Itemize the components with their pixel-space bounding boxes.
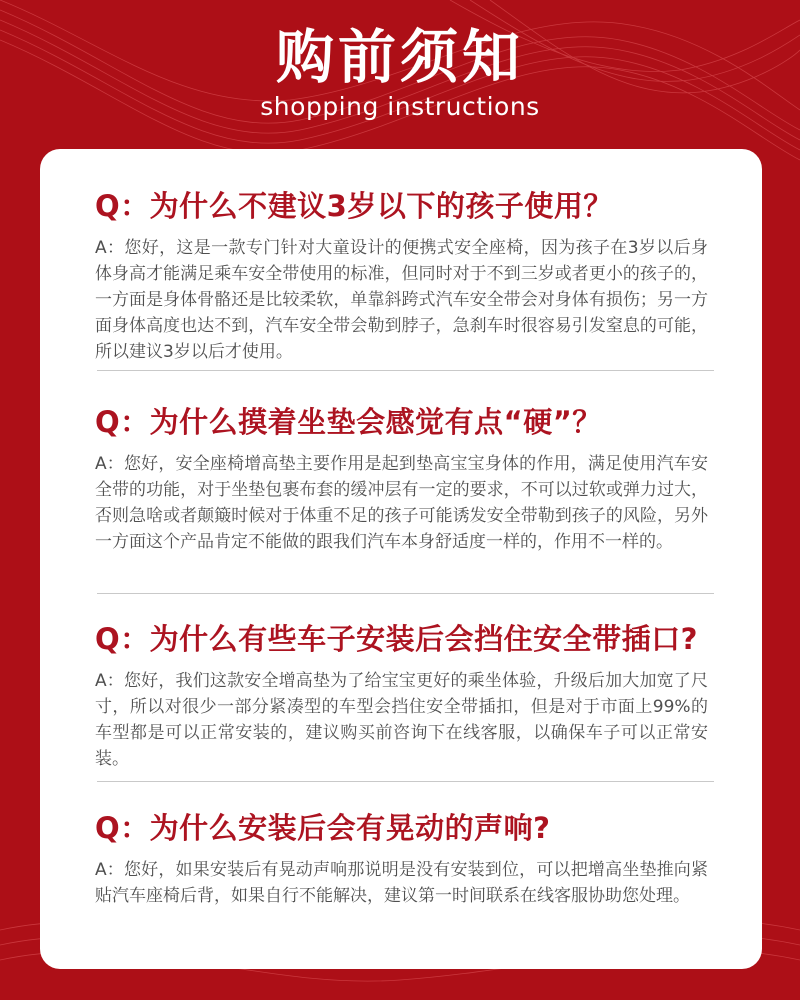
faq-divider — [97, 370, 714, 371]
faq-question: Q：为什么安装后会有晃动的声响? — [95, 811, 551, 845]
page-subtitle: shopping instructions — [260, 92, 540, 121]
faq-answer: A：您好，如果安装后有晃动声响那说明是没有安装到位，可以把增高坐垫推向紧贴汽车座椅后背，如果自行不能解决，建议第一时间联系在线客服协助您处理。 — [95, 860, 708, 906]
faq-question: Q：为什么有些车子安装后会挡住安全带插口? — [95, 622, 698, 656]
faq-answer: A：您好，这是一款专门针对大童设计的便携式安全座椅，因为孩子在3岁以后身体身高才能满足乘车安全带使用的标准，但同时对于不到三岁或者更小的孩子的，一方面是身体骨骼还是比较柔软，单靠斜跨式汽车安全带会对身体有损伤；另一方面身体高度也达不到，汽车安全带会勒到脖子，急刹车时很容易引发窒息的可能，所以建议3岁以后才使用。 — [95, 238, 708, 362]
faq-answer: A：您好，安全座椅增高垫主要作用是起到垫高宝宝身体的作用，满足使用汽车安全带的功能，对于坐垫包裹布套的缓冲层有一定的要求，不可以过软或弹力过大，否则急啥或者颠簸时候对于体重不足的孩子可能诱发安全带勒到孩子的风险，另外一方面这个产品肯定不能做的跟我们汽车本身舒适度一样的，作用不一样的。 — [95, 454, 708, 552]
page-header — [0, 0, 800, 150]
faq-item-3 — [95, 620, 708, 772]
faq-divider — [97, 593, 714, 594]
page-title: 购前须知 — [275, 23, 524, 91]
faq-card — [40, 149, 762, 969]
faq-divider — [97, 781, 714, 782]
faq-question: Q：为什么不建议3岁以下的孩子使用？ — [95, 189, 613, 223]
faq-item-1 — [95, 187, 708, 365]
faq-answer: A：您好，我们这款安全增高垫为了给宝宝更好的乘坐体验，升级后加大加宽了尺寸，所以对很少一部分紧凑型的车型会挡住安全带插扣，但是对于市面上99%的车型都是可以正常安装的，建议购买前咨询下在线客服，以确保车子可以正常安装。 — [95, 671, 708, 769]
faq-item-4 — [95, 809, 708, 909]
faq-question: Q：为什么摸着坐垫会感觉有点“硬”？ — [95, 405, 602, 439]
faq-item-2 — [95, 403, 708, 555]
